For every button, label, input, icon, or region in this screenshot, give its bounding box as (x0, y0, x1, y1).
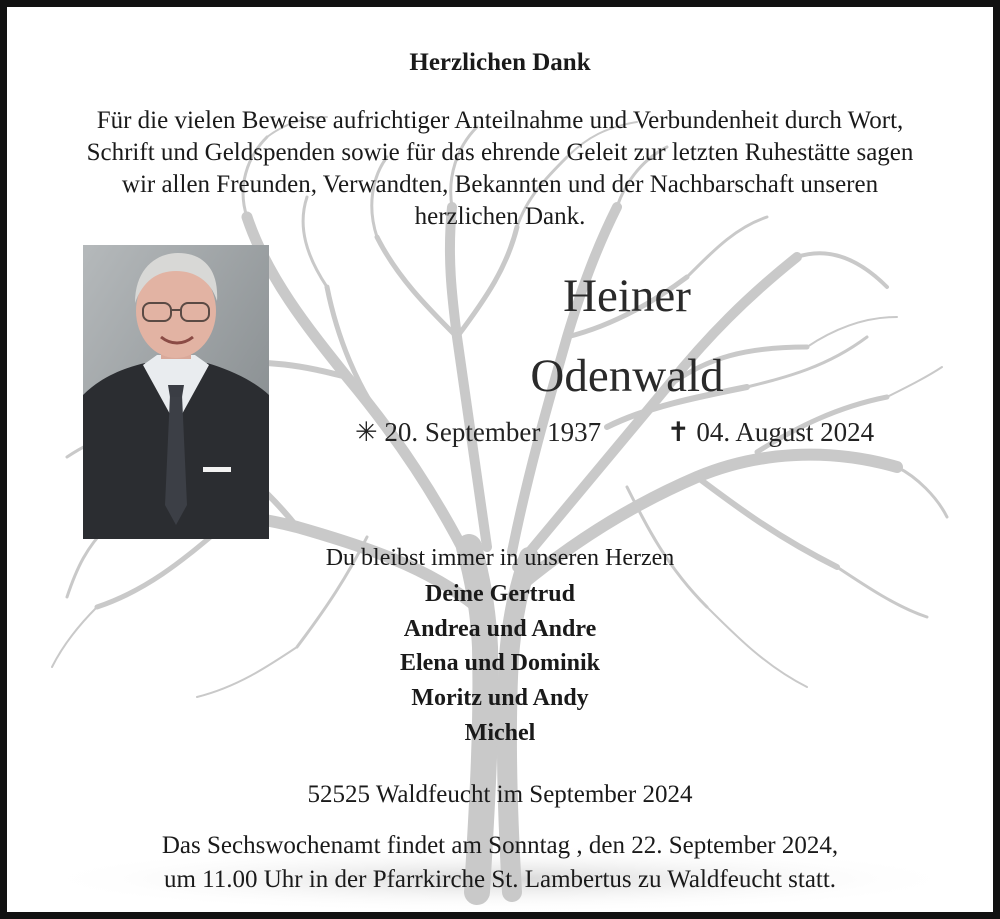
deceased-last-name: Odenwald (530, 350, 724, 402)
birth-date: 20. September 1937 (384, 417, 602, 447)
family-member: Andrea und Andre (403, 616, 597, 642)
intro-text (7, 105, 993, 233)
intro-line: Für die vielen Beweise aufrichtiger Anteilnahme und Verbundenheit durch Wort, (96, 107, 904, 134)
family-member: Moritz und Andy (411, 685, 589, 711)
birth-date-line (355, 417, 601, 448)
family-member: Elena und Dominik (399, 650, 601, 676)
intro-line: herzlichen Dank. (414, 203, 586, 230)
death-date: 04. August 2024 (696, 417, 875, 447)
grief-line: Du bleibst immer in unseren Herzen (325, 545, 675, 571)
death-date-line (667, 417, 874, 448)
deceased-first-name: Heiner (563, 270, 691, 322)
intro-line: Schrift und Geldspenden sowie für das ehrende Geleit zur letzten Ruhestätte sagen (86, 139, 914, 166)
family-member: Deine Gertrud (425, 581, 575, 607)
mass-notice (7, 829, 993, 897)
family-member: Michel (464, 720, 536, 746)
place-date: 52525 Waldfeucht im September 2024 (307, 781, 693, 808)
intro-line: wir allen Freunden, Verwandten, Bekannten und der Nachbarschaft unseren (121, 171, 879, 198)
notice-line: um 11.00 Uhr in der Pfarrkirche St. Lambertus zu Waldfeucht statt. (163, 866, 837, 893)
notice-line: Das Sechswochenamt findet am Sonntag , den 22. September 2024, (161, 832, 839, 859)
portrait-photo-icon (83, 245, 269, 539)
birth-star-icon: ✳ (355, 417, 378, 447)
portrait-photo (83, 245, 269, 539)
heading: Herzlichen Dank (409, 49, 591, 76)
death-cross-icon: ✝ (667, 417, 690, 447)
